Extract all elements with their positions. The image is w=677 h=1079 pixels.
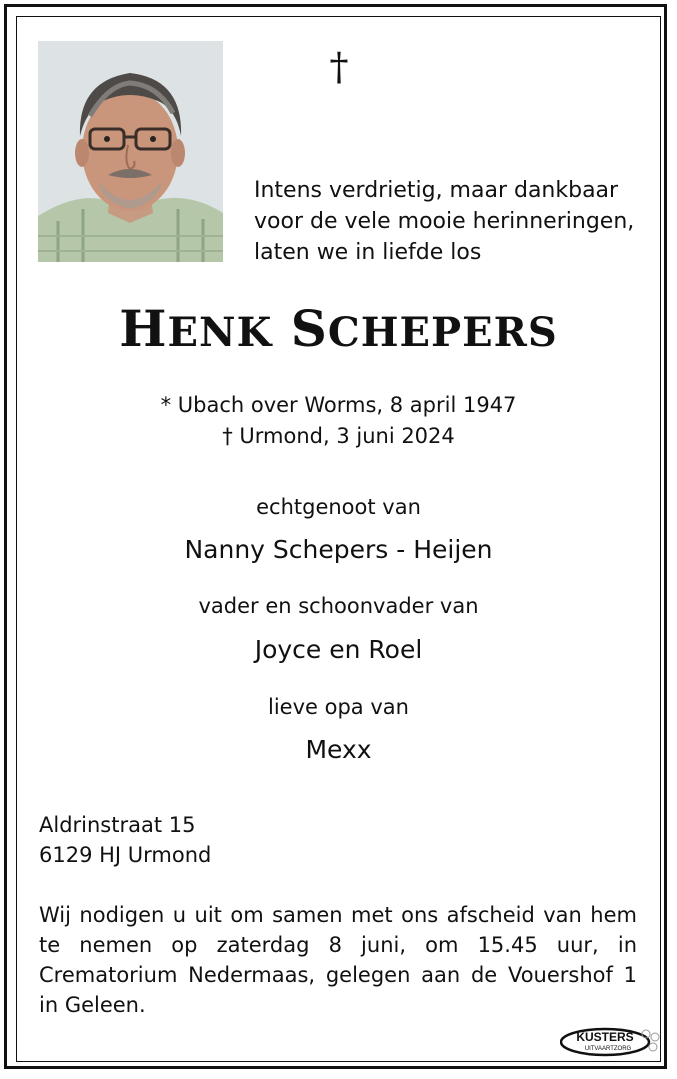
cross-symbol: † [329,45,349,89]
death-line: † Urmond, 3 juni 2024 [222,424,455,448]
portrait-photo [38,41,223,262]
children-label: vader en schoonvader van [198,594,479,618]
intro-line: Intens verdrietig, maar dankbaar [254,178,619,203]
last-name-rest: CHEPERS [327,309,558,356]
intro-line: voor de vele mooie herinneringen, [254,209,635,234]
address-city: 6129 HJ Urmond [39,843,212,867]
last-name-initial: S [290,299,328,358]
birth-line: * Ubach over Worms, 8 april 1947 [160,393,517,417]
kusters-logo [560,1025,664,1059]
first-name-rest: ENK [167,309,273,356]
invitation-text: Wij nodigen u uit om samen met ons afscheid van hem te nemen op zaterdag 8 juni, om 15.45 uur, in Crematorium Nedermaas, gelegen aan de Vouershof 1 in Geleen. [39,903,637,1017]
logo-subtitle: UITVAARTZORG [584,1046,632,1052]
first-name-initial: H [119,299,168,358]
address-block [39,810,211,870]
address-street: Aldrinstraat 15 [39,813,196,837]
grandchild-name: Mexx [305,735,372,764]
grandchild-label: lieve opa van [268,695,409,719]
deceased-name [0,296,677,366]
logo-name: KUSTERS [576,1030,634,1044]
intro-line: laten we in liefde los [254,240,482,265]
children-names: Joyce en Roel [254,635,423,664]
spouse-name: Nanny Schepers - Heijen [184,535,493,564]
spouse-label: echtgenoot van [256,495,421,519]
intro-text [254,175,634,268]
